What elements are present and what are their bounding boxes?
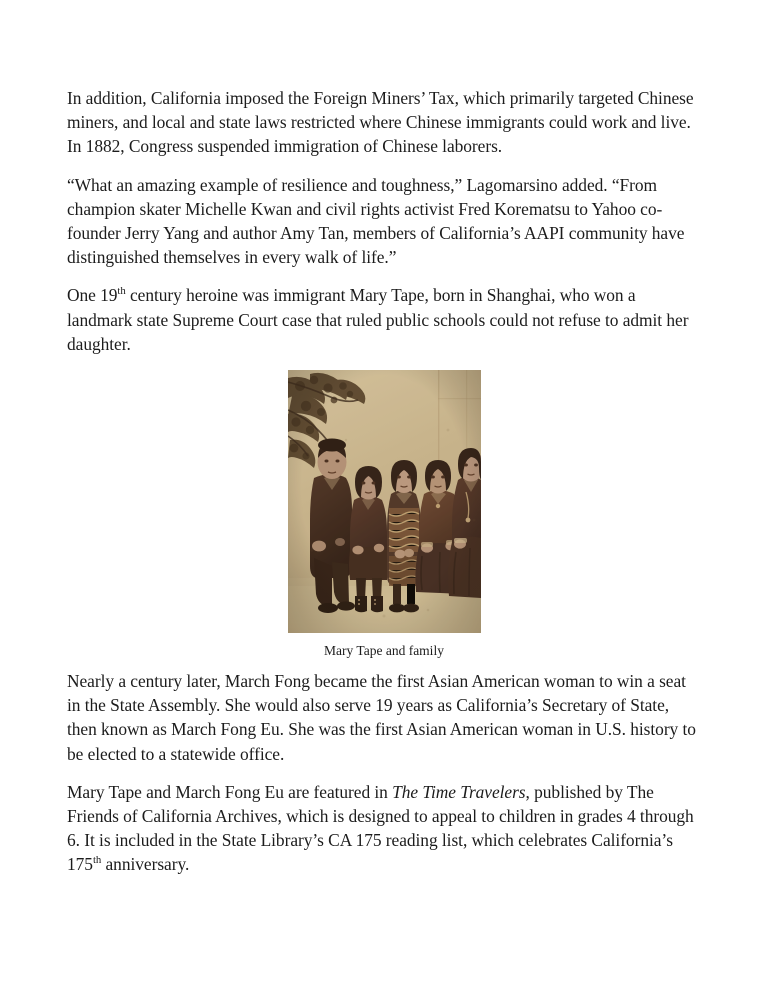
document-content <box>67 86 701 891</box>
ordinal-suffix-175th: th <box>92 854 102 867</box>
figure-caption: Mary Tape and family <box>324 643 444 659</box>
figure-mary-tape-family <box>67 370 701 659</box>
paragraph-march-fong: Nearly a century later, March Fong became the first Asian American woman to win a seat in the State Assembly. She would also serve 19 years as California’s Secretary of State, then known as March Fong Eu. She was the first Asian American woman in U.S. history to be elected to a statewide office. <box>67 671 696 764</box>
paragraph-time-travelers-part-2: , published by The Friends of California Archives, which is designed to appeal to children in grades 4 through 6. It is included in the State Library’s CA 175 reading list, which celebrates California’s 175 <box>67 781 694 875</box>
paragraph-time-travelers-part-3: anniversary. <box>101 854 190 875</box>
book-title-time-travelers: The Time Travelers <box>392 781 526 802</box>
paragraph-mary-tape-part-1: One 19 <box>67 285 118 306</box>
paragraph-lagomarsino-quote: “What an amazing example of resilience and toughness,” Lagomarsino added. “From champion skater Michelle Kwan and civil rights activist Fred Korematsu to Yahoo co-founder Jerry Yang and author Amy Tan, members of California’s AAPI community have distinguished themselves in every walk of life.” <box>67 174 685 268</box>
historical-family-photo <box>288 370 481 633</box>
paragraph-foreign-miners-tax: In addition, California imposed the Foreign Miners’ Tax, which primarily targeted Chinese miners, and local and state laws restricted where Chinese immigrants could work and live. In 1882, Congress suspended immigration of Chinese laborers. <box>67 88 694 157</box>
paragraph-time-travelers-part-1: Mary Tape and March Fong Eu are featured in <box>67 781 393 802</box>
ordinal-suffix-19th: th <box>117 285 126 298</box>
paragraph-mary-tape <box>67 283 701 356</box>
paragraph-time-travelers <box>67 780 701 877</box>
paragraph-mary-tape-part-2: century heroine was immigrant Mary Tape, born in Shanghai, who won a landmark state Supreme Court case that ruled public schools could not refuse to admit her daughter. <box>67 285 689 354</box>
